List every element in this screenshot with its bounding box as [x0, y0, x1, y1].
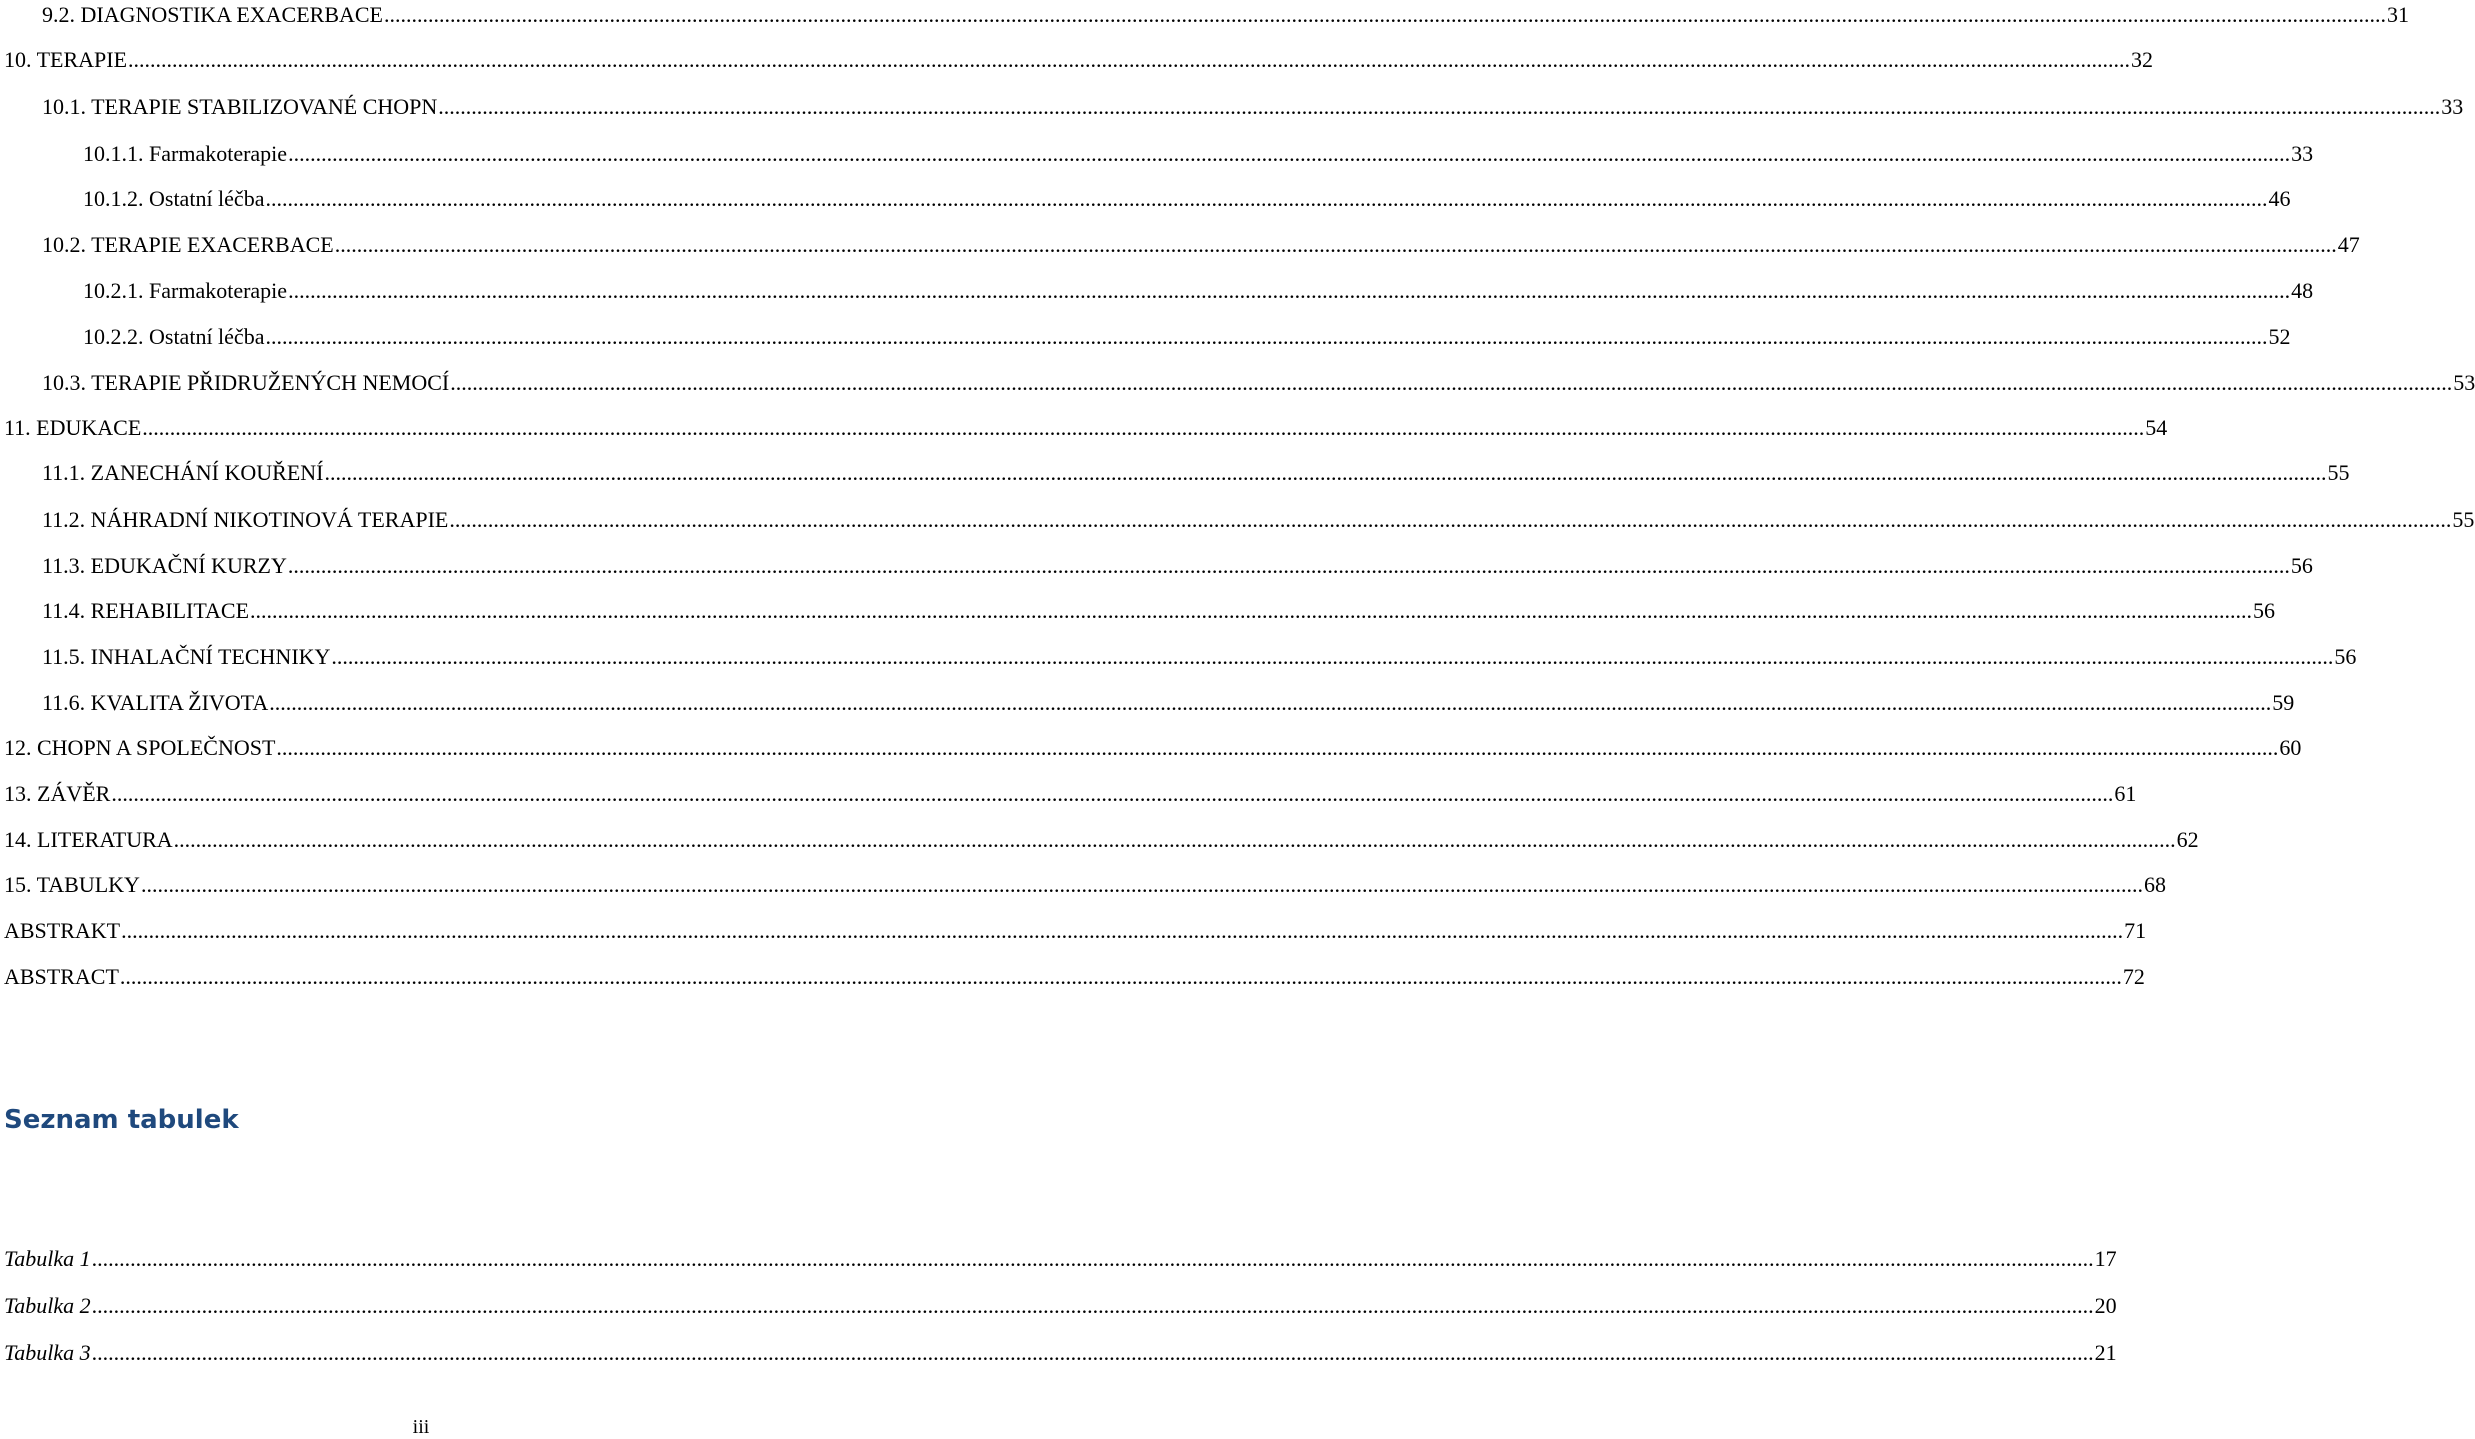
table-list-line[interactable] — [4, 1338, 2117, 1368]
table-entry-page: 21 — [2094, 1340, 2117, 1365]
toc-leader-dots: ............................................................................................................................................................................................................................................................................................................................................................................ — [119, 964, 2122, 989]
toc-leader-dots: ............................................................................................................................................................................................................................................................................................................................................................................ — [140, 872, 2143, 897]
toc-entry-page: 56 — [2290, 553, 2313, 578]
toc-leader-dots: ............................................................................................................................................................................................................................................................................................................................................................................ — [276, 735, 2279, 760]
toc-entry-title: 10.2. TERAPIE EXACERBACE — [42, 232, 334, 257]
toc-entry-page: 48 — [2291, 278, 2314, 303]
toc-leader-dots: ............................................................................................................................................................................................................................................................................................................................................................................ — [269, 690, 2272, 715]
toc-entry-page: 71 — [2124, 918, 2147, 943]
page-number: iii — [412, 1416, 430, 1438]
toc-line[interactable] — [4, 825, 2199, 855]
toc-leader-dots: ............................................................................................................................................................................................................................................................................................................................................................................ — [288, 141, 2291, 166]
toc-entry-title: 12. CHOPN A SPOLEČNOST — [4, 735, 276, 760]
toc-leader-dots: ............................................................................................................................................................................................................................................................................................................................................................................ — [121, 918, 2124, 943]
toc-entry-page: 55 — [2327, 460, 2350, 485]
toc-line[interactable] — [4, 45, 2154, 75]
toc-line[interactable] — [42, 551, 2313, 581]
toc-line[interactable] — [83, 184, 2291, 214]
toc-entry-title: 11. EDUKACE — [4, 415, 142, 440]
toc-leader-dots: ............................................................................................................................................................................................................................................................................................................................................................................ — [111, 781, 2114, 806]
toc-line[interactable] — [4, 962, 2145, 992]
toc-leader-dots: ............................................................................................................................................................................................................................................................................................................................................................................ — [265, 186, 2268, 211]
toc-entry-page: 55 — [2452, 507, 2475, 532]
table-entry-page: 17 — [2094, 1246, 2117, 1271]
toc-line[interactable] — [42, 642, 2357, 672]
toc-leader-dots: ............................................................................................................................................................................................................................................................................................................................................................................ — [128, 47, 2131, 72]
toc-entry-title: 10.2.1. Farmakoterapie — [83, 278, 288, 303]
toc-entry-title: 10.1.1. Farmakoterapie — [83, 141, 288, 166]
toc-leader-dots: ............................................................................................................................................................................................................................................................................................................................................................................ — [384, 2, 2386, 27]
toc-entry-title: 11.1. ZANECHÁNÍ KOUŘENÍ — [42, 460, 324, 485]
toc-leader-dots: ............................................................................................................................................................................................................................................................................................................................................................................ — [449, 507, 2452, 532]
toc-line[interactable] — [42, 458, 2350, 488]
toc-line[interactable] — [83, 322, 2291, 352]
toc-entry-title: 10.1.2. Ostatní léčba — [83, 186, 265, 211]
toc-line[interactable] — [42, 0, 2409, 30]
table-entry-title: Tabulka 3 — [4, 1340, 91, 1365]
toc-entry-title: 9.2. DIAGNOSTIKA EXACERBACE — [42, 2, 383, 27]
toc-entry-title: 11.5. INHALAČNÍ TECHNIKY — [42, 644, 331, 669]
toc-entry-title: 14. LITERATURA — [4, 827, 173, 852]
toc-entry-title: ABSTRAKT — [4, 918, 121, 943]
toc-entry-title: 10.2.2. Ostatní léčba — [83, 324, 265, 349]
toc-entry-title: 13. ZÁVĚR — [4, 781, 111, 806]
toc-leader-dots: ............................................................................................................................................................................................................................................................................................................................................................................ — [265, 324, 2268, 349]
toc-entry-page: 72 — [2122, 964, 2145, 989]
toc-line[interactable] — [42, 230, 2360, 260]
toc-entry-title: 11.3. EDUKAČNÍ KURZY — [42, 553, 287, 578]
toc-leader-dots: ............................................................................................................................................................................................................................................................................................................................................................................ — [438, 94, 2441, 119]
toc-leader-dots: ............................................................................................................................................................................................................................................................................................................................................................................ — [142, 415, 2145, 440]
table-list-line[interactable] — [4, 1244, 2117, 1274]
table-list-line[interactable] — [4, 1291, 2117, 1321]
toc-entry-page: 60 — [2279, 735, 2302, 760]
toc-entry-title: ABSTRACT — [4, 964, 119, 989]
toc-entry-page: 62 — [2176, 827, 2199, 852]
toc-entry-title: 10. TERAPIE — [4, 47, 128, 72]
toc-leader-dots: ............................................................................................................................................................................................................................................................................................................................................................................ — [91, 1246, 2094, 1271]
toc-line[interactable] — [4, 413, 2168, 443]
toc-entry-page: 53 — [2453, 370, 2475, 395]
toc-entry-page: 68 — [2143, 872, 2166, 897]
toc-entry-page: 61 — [2114, 781, 2137, 806]
toc-leader-dots: ............................................................................................................................................................................................................................................................................................................................................................................ — [173, 827, 2176, 852]
toc-leader-dots: ............................................................................................................................................................................................................................................................................................................................................................................ — [91, 1293, 2094, 1318]
toc-leader-dots: ............................................................................................................................................................................................................................................................................................................................................................................ — [450, 370, 2453, 395]
toc-leader-dots: ............................................................................................................................................................................................................................................................................................................................................................................ — [331, 644, 2334, 669]
toc-line[interactable] — [83, 139, 2314, 169]
toc-line[interactable] — [4, 733, 2302, 763]
toc-entry-page: 31 — [2387, 2, 2409, 27]
table-entry-title: Tabulka 1 — [4, 1246, 91, 1271]
toc-entry-title: 11.2. NÁHRADNÍ NIKOTINOVÁ TERAPIE — [42, 507, 449, 532]
toc-entry-page: 54 — [2145, 415, 2168, 440]
toc-entry-title: 10.3. TERAPIE PŘIDRUŽENÝCH NEMOCÍ — [42, 370, 450, 395]
toc-entry-page: 32 — [2131, 47, 2154, 72]
tables-heading: Seznam tabulek — [4, 1105, 239, 1135]
toc-line[interactable] — [42, 596, 2276, 626]
toc-entry-page: 33 — [2291, 141, 2314, 166]
toc-line[interactable] — [42, 92, 2464, 122]
toc-leader-dots: ............................................................................................................................................................................................................................................................................................................................................................................ — [288, 278, 2291, 303]
toc-entry-page: 52 — [2268, 324, 2291, 349]
toc-line[interactable] — [83, 276, 2314, 306]
toc-line[interactable] — [4, 779, 2137, 809]
toc-entry-page: 33 — [2441, 94, 2464, 119]
table-entry-page: 20 — [2094, 1293, 2117, 1318]
toc-entry-title: 11.4. REHABILITACE — [42, 598, 250, 623]
toc-leader-dots: ............................................................................................................................................................................................................................................................................................................................................................................ — [250, 598, 2253, 623]
toc-line[interactable] — [42, 688, 2295, 718]
toc-line[interactable] — [4, 870, 2166, 900]
toc-entry-page: 56 — [2253, 598, 2276, 623]
toc-entry-page: 46 — [2268, 186, 2291, 211]
toc-line[interactable] — [4, 916, 2147, 946]
toc-leader-dots: ............................................................................................................................................................................................................................................................................................................................................................................ — [334, 232, 2337, 257]
toc-entry-title: 15. TABULKY — [4, 872, 140, 897]
toc-line[interactable] — [42, 368, 2475, 398]
toc-leader-dots: ............................................................................................................................................................................................................................................................................................................................................................................ — [287, 553, 2290, 578]
toc-leader-dots: ............................................................................................................................................................................................................................................................................................................................................................................ — [91, 1340, 2094, 1365]
toc-line[interactable] — [42, 505, 2475, 535]
toc-entry-title: 10.1. TERAPIE STABILIZOVANÉ CHOPN — [42, 94, 438, 119]
toc-entry-page: 56 — [2334, 644, 2357, 669]
toc-entry-title: 11.6. KVALITA ŽIVOTA — [42, 690, 269, 715]
table-entry-title: Tabulka 2 — [4, 1293, 91, 1318]
toc-entry-page: 47 — [2337, 232, 2360, 257]
toc-leader-dots: ............................................................................................................................................................................................................................................................................................................................................................................ — [324, 460, 2327, 485]
toc-entry-page: 59 — [2272, 690, 2295, 715]
